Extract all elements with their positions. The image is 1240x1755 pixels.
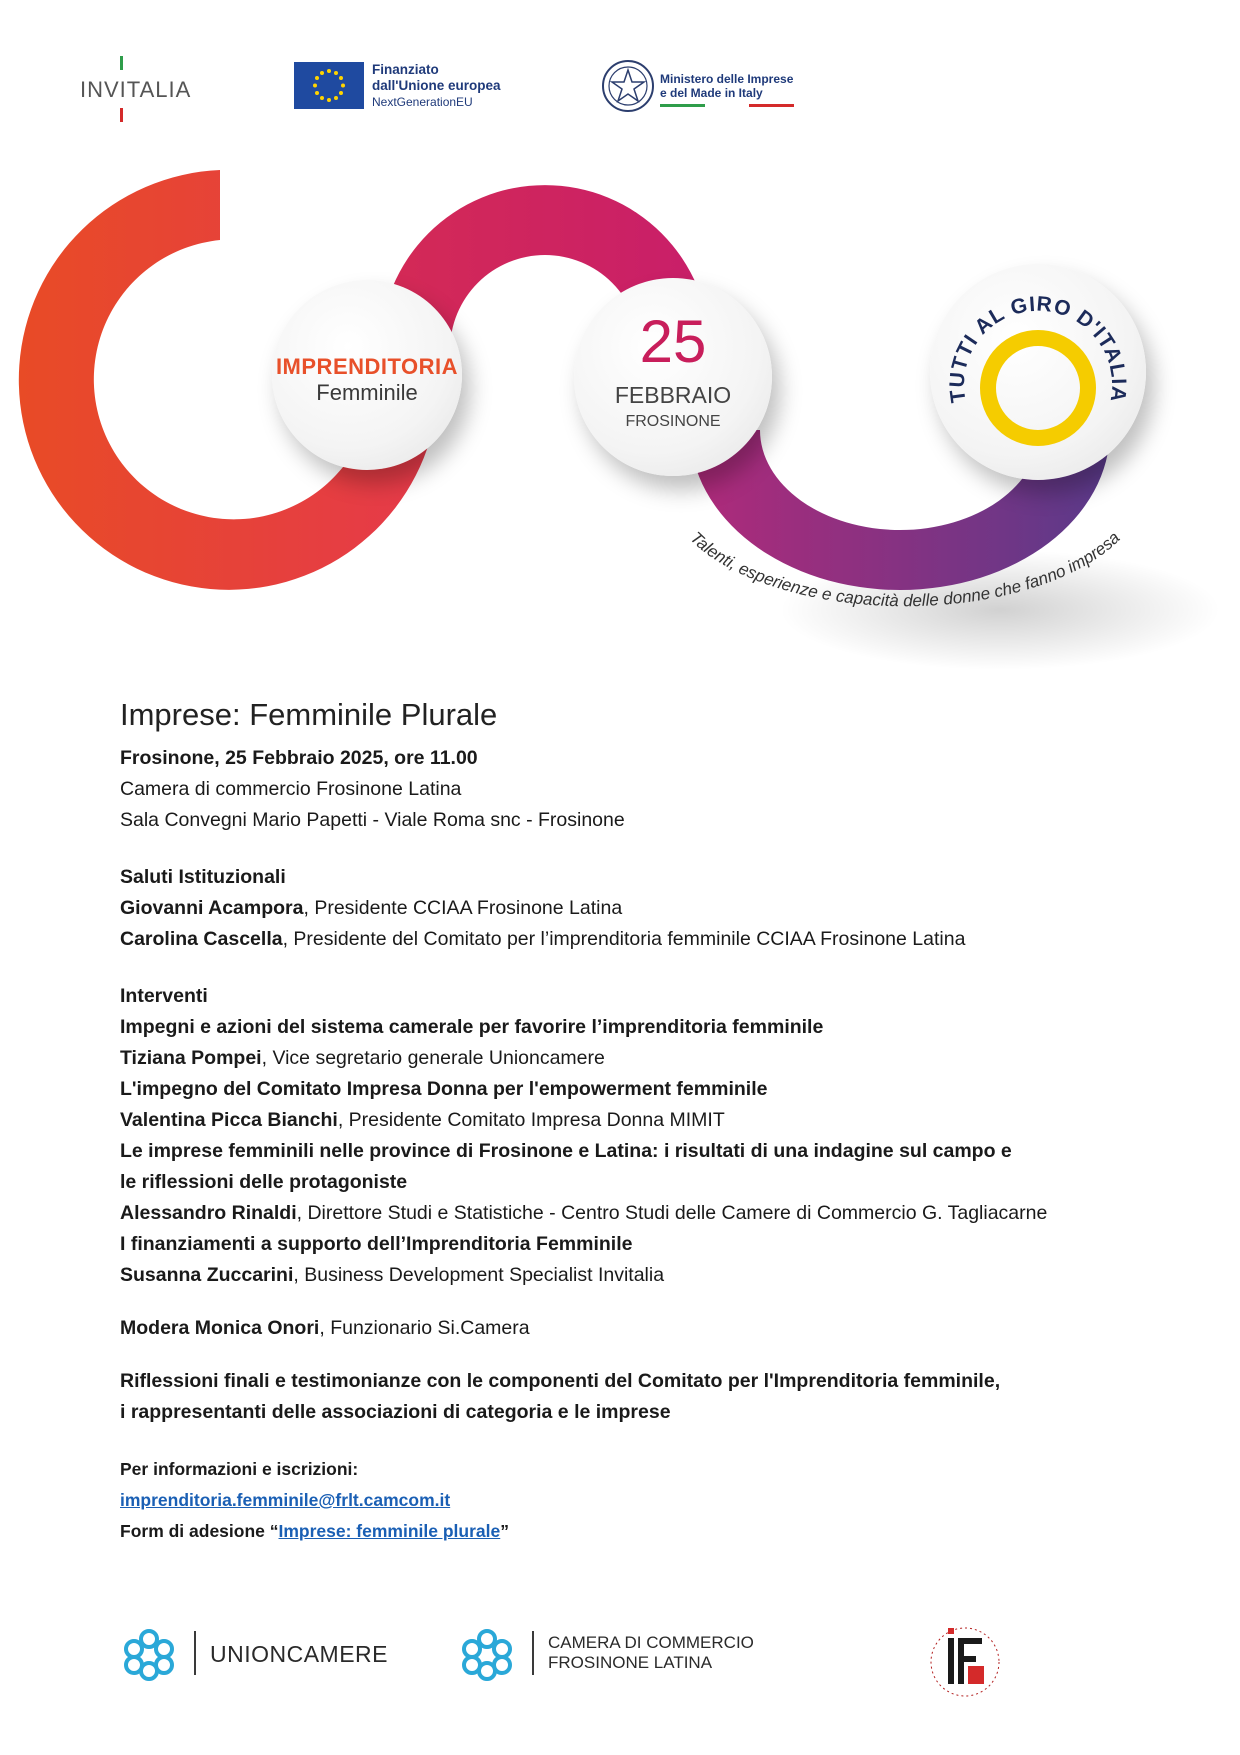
speaker-3 [120,1198,1200,1229]
topic-2: L'impegno del Comitato Impresa Donna per l'empowerment femminile [120,1078,768,1100]
topic-3-line-1: Le imprese femminili nelle province di Frosinone e Latina: i risultati di una indagine sul campo e [120,1140,1012,1162]
saluti-role: , Presidente del Comitato per l’imprenditoria femminile CCIAA Frosinone Latina [282,928,966,950]
interventi-heading: Interventi [120,985,208,1007]
eu-line-3: NextGenerationEU [372,95,473,109]
invitalia-green-bar [120,56,123,70]
event-program [120,695,1200,1547]
unioncamere-knot-icon [120,1627,178,1681]
italian-flag-stripe [660,104,794,107]
speaker-4 [120,1260,1200,1291]
speaker-1-name: Tiziana Pompei [120,1047,262,1069]
form-line [120,1516,1200,1547]
event-venue-2: Sala Convegni Mario Papetti - Viale Roma snc - Frosinone [120,809,625,831]
svg-text:Talenti, esperienze e capacità [686,528,1123,610]
camera-commercio-logo [458,1625,778,1685]
event-title: Imprese: Femminile Plurale [120,697,498,732]
brand-bottom-text: Femminile [316,380,418,405]
camera-knot-icon [458,1627,516,1681]
moderator-name: Modera Monica Onori [120,1317,320,1339]
invitalia-red-bar [120,108,123,122]
eu-funding-text [372,62,500,110]
speaker-2-name: Valentina Picca Bianchi [120,1109,338,1131]
hero-graphic [0,160,1240,680]
saluti-heading: Saluti Istituzionali [120,866,286,888]
italian-emblem-icon [600,58,656,114]
if-comitati-icon [920,1620,1010,1705]
email-link[interactable]: imprenditoria.femminile@frlt.camcom.it [120,1490,451,1510]
form-link[interactable]: Imprese: femminile plurale [278,1521,501,1541]
speaker-2-role: , Presidente Comitato Impresa Donna MIMIT [337,1109,725,1131]
camera-divider [532,1631,534,1675]
topic-3-line-2: le riflessioni delle protagoniste [120,1171,408,1193]
closing-line-1: Riflessioni finali e testimonianze con le componenti del Comitato per l'Imprenditoria femminile, [120,1370,1001,1392]
form-prefix: Form di adesione “ [120,1521,279,1541]
date-day: 25 [639,308,707,375]
mimit-logo [600,58,810,118]
camera-wordmark [548,1633,754,1673]
tour-text: TUTTI AL GIRO D'ITALIA [945,292,1131,405]
speaker-4-role: , Business Development Specialist Invitalia [293,1264,665,1286]
saluti-role: , Presidente CCIAA Frosinone Latina [303,897,623,919]
saluti-name: Giovanni Acampora [120,897,304,919]
eu-funding-logo [294,62,524,112]
if-logo [920,1620,1010,1705]
saluti-name: Carolina Cascella [120,928,283,950]
info-heading: Per informazioni e iscrizioni: [120,1459,359,1479]
moderator-line [120,1313,1200,1344]
mimit-line-2: e del Made in Italy [660,86,763,100]
unioncamere-logo [120,1625,400,1685]
topic-4: I finanziamenti a supporto dell’Imprenditoria Femminile [120,1233,633,1255]
eu-line-2: dall'Unione europea [372,78,501,93]
event-date-line: Frosinone, 25 Febbraio 2025, ore 11.00 [120,747,478,769]
speaker-3-role: , Direttore Studi e Statistiche - Centro Studi delle Camere di Commercio G. Tagliacarne [296,1202,1048,1224]
closing-line-2: i rappresentanti delle associazioni di categoria e le imprese [120,1401,671,1423]
brand-top-text: IMPRENDITORIA [275,354,459,379]
saluti-item [120,893,1200,924]
date-city: FROSINONE [625,413,721,430]
date-month: FEBBRAIO [614,382,732,408]
speaker-1-role: , Vice segretario generale Unioncamere [261,1047,605,1069]
tagline-text: Talenti, esperienze e capacità delle donne che fanno impresa [686,528,1124,611]
saluti-item [120,924,1200,955]
event-venue-1: Camera di commercio Frosinone Latina [120,778,462,800]
speaker-3-name: Alessandro Rinaldi [120,1202,297,1224]
invitalia-wordmark: INVITALIA [80,77,192,102]
mimit-line-1: Ministero delle Imprese [660,72,794,86]
speaker-1 [120,1043,1200,1074]
tagline-graphic [0,160,1240,680]
eu-flag-icon [294,62,364,109]
topic-1: Impegni e azioni del sistema camerale per favorire l’imprenditoria femminile [120,1016,824,1038]
moderator-role: , Funzionario Si.Camera [319,1317,530,1339]
eu-line-1: Finanziato [372,62,439,77]
unioncamere-divider [194,1631,196,1675]
form-suffix: ” [500,1521,509,1541]
mimit-text [660,72,793,100]
unioncamere-wordmark: UNIONCAMERE [210,1641,389,1667]
speaker-2 [120,1105,1200,1136]
invitalia-logo [80,56,190,122]
speaker-4-name: Susanna Zuccarini [120,1264,294,1286]
camera-line-1: CAMERA DI COMMERCIO [548,1633,754,1652]
camera-line-2: FROSINONE LATINA [548,1653,713,1672]
